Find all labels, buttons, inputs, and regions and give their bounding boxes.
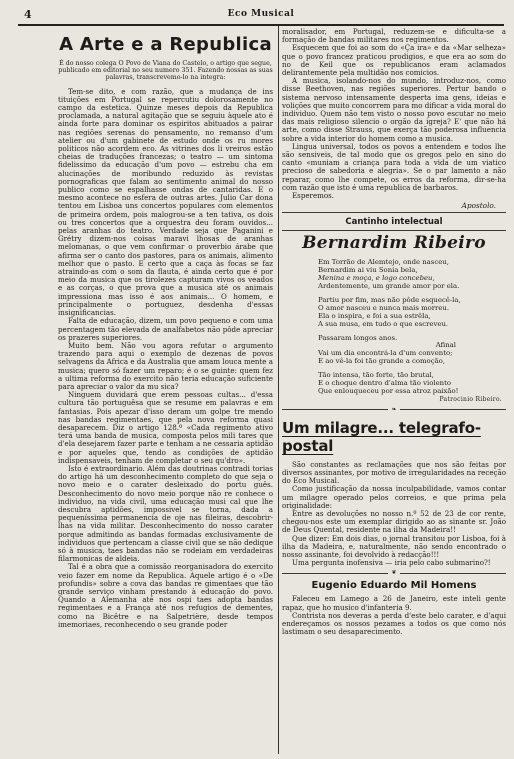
article-paragraph: Isto é extraordinario. Além das doutrinas contradi torias do artigo há um desconhecimento completo do que seja o novo meio e o carater desleixado do portu guês. Desconhecimento do novo meio porque não re conhece o individuo, na vida civil, uma educação musi cal que lhe descubra aptidões, impossivel se torna, dada a pequeníssima permanencia de oje nas fileiras, descobrir-lhas na vida militar. Desconhecimento do nosso carater porque admitindo as bandas formadas exclusivamente de individuos que pertencam a classe civil que se não dedique só à musica, taes bandas não se rodeiam em verdadeiras filarmonicas de aldeia. <box>58 463 273 564</box>
poem-line: E o choque dentro d'alma tão violento <box>318 379 451 388</box>
journal-title: Eco Musical <box>227 9 295 19</box>
poem-line: Bernardim ai viu Sonia bela, <box>318 266 418 275</box>
milagre-paragraph: Como justificação da nossa inculpabilidade, vamos contar um milagre operado pelos correios, e que prima pela originalidade: <box>282 484 506 510</box>
milagre-paragraph: Entre as devoluções no nosso n.º 52 de 23 de cor rente, chegou-nos este um exemplar dirigido ao as sinante sr. João de Deus Quental, residente na ilha da Madeira!! <box>282 508 506 535</box>
poem-title: Bernardim Ribeiro <box>302 233 486 254</box>
milagre-paragraph: Que dizer: Em dois dias, o jornal transitou por Lisboa, foi à ilha da Madeira, e, naturalmente, não sendo encontrado o nosso assinante, foi devolvido à redacção!!! <box>282 533 506 559</box>
page-header <box>18 4 504 26</box>
poem-signature: Patrocinio Ribeiro. <box>439 395 502 403</box>
poem-line: Vai um dia encontrá-la d'um convento; <box>318 349 453 358</box>
article-paragraph: A musica, isolando-nos do mundo, introduz-nos, como disse Beethoven, nas regiões superiores. Pertur bando o sistema nervoso intensamente desperta ima gens, ideias e volições que muito concorrem para mo dificar a vida moral do individuo. Quem não tem visto o nosso povo escutar no meio das mais religioso silencio o orgão da igreja? E' que não há arte, como disse Strauss, que exerça tão poderosa influencia sobre a vida interior do homem como a musica. <box>282 76 506 143</box>
page-number: 4 <box>24 8 32 21</box>
section-title: Cantinho intelectual <box>345 217 443 228</box>
section-divider <box>282 230 506 231</box>
article-paragraph: Lingua universal, todos os povos a entendem e todos lhe são sensiveis, de tal modo que os gregos pelo en sino do canto «muniam a criança para toda a vida de um viatico precioso de sabedoria e alegria». Se o par lamento a não reparar, como lhe compete, os erros da reforma, dir-se-ha com razão que isto é uma republica de barbaros. <box>282 141 506 192</box>
poem-line: Passaram longos anos. <box>318 333 398 342</box>
article-paragraph: Esquecem que foi ao som do «Ça ira» e da «Mar selheza» que o povo francez praticou prodigios, e que era ao som do no de Keil que os republicanos eram aclamados delirantemente pela multidão nos comicios. <box>282 43 506 78</box>
ornament-icon: ❧ <box>391 405 397 413</box>
obituary-title: Eugenio Eduardo Mil Homens <box>311 580 477 592</box>
milagre-title: Um milagre... telegrafo-postal <box>282 418 481 455</box>
poem-line: Ardentemente, um grande amor por ela. <box>318 281 460 290</box>
poem-line: E ao vê-la foi tão grande a comoção, <box>318 357 446 366</box>
obituary-paragraph: Contrista nos deveras a perda d'este belo carater, e d'aqui endereçamos os nossos pezames a todos os que como nós lastimam o seu desaparecimento. <box>282 610 506 637</box>
left-column <box>58 28 273 756</box>
poem-line: Menina e moça, e logo concebeu, <box>318 274 435 283</box>
poem-line: O amor nasceu e nunca mais morreu. <box>318 303 450 312</box>
article-continuation: moralisador, em Portugal, reduzem-se e dificulta-se a formação de bandas militares nos regimentos. <box>282 28 506 45</box>
poem-line: Que enlouqueceu por essa atroz paixão! <box>318 386 459 395</box>
section-divider <box>282 212 506 213</box>
article-paragraph: Ninguem duvidará que erem pessoas cultas... d'essa cultura tão portuguêsa que se resume em palavras e em fantasias. Pois apezar d'isso deram um golpe tre mendo nas bandas regimentaes, que pela nova reforma quasi desaparecem. Diz o artigo 128.º «Cada regimento ativo terá uma banda de musica, composta pelos mili tares que d'ela desejarem fazer parte e tenham a ne cessaria aptidão e por aqueles que, tendo as condições de aptidão indispensaveis, tenham de completar o seu qu'dro». <box>58 390 273 465</box>
poem-line: Ela o inspira, e foi a sua estrêla, <box>318 311 431 320</box>
milagre-paragraph: Uma pergunta inofensiva — iria pelo cabo submarino?! <box>292 558 491 568</box>
poem-line: Tão intensa, tão forte, tão brutal, <box>318 371 434 380</box>
right-column <box>282 28 506 756</box>
poem <box>318 259 506 404</box>
obituary-paragraph: Faleceu em Lamego a 26 de Janeiro, este inteli gente rapaz, que ho musico d'infanteria 9. <box>282 594 506 612</box>
milagre-paragraph: São constantes as reclamações que nos são feitas por diversos assinantes, por motivo de irregularidades na receção do Eco Musical. <box>282 459 506 486</box>
poem-line: Afinal <box>435 341 456 350</box>
poem-line: A sua musa, em tudo o que escreveu. <box>318 319 449 328</box>
ornament-icon: ❦ <box>391 569 397 577</box>
article-paragraph: Esperemos. <box>292 191 335 201</box>
article-author: Apostolo. <box>461 201 496 211</box>
article-paragraph: Tal é a obra que a comissão reorganisadora do exercito veio fazer em nome da Republica. Aquele artigo é o «De profundis» sobre a cova das bandas re gimentaes que tão grande serviço vinham prestando à educação do povo. Quando a Alemanha até nos ospi taes adopta bandas regimentaes e a França até nos refugios de dementes, como na Bicêtre e na Salpetrière, desde tempos imemoriaes, reconhecendo o seu grande poder <box>58 562 273 629</box>
column-divider <box>278 26 279 754</box>
article-paragraph: Falta de educação, dizem, um povo pequeno e com uma percentagem tão elevada de analfabetos não pôde apreciar os prazeres superiores. <box>58 316 273 342</box>
poem-line: Em Torrão de Alemtejo, onde nasceu, <box>318 258 449 267</box>
article-paragraph: Muito bem. Não vou agora refutar o argumento trazendo para aqui o exemplo de dezenas de povos selvagens da Africa e da Australia que amam louca mente a musica; quero só fazer um reparo; é o se guinte: quem fez a ultima reforma do exercito não teria educação suficiente para apreciar o valor da mu sica? <box>58 340 273 391</box>
ornament-divider <box>282 570 506 576</box>
article-title: A Arte e a Republica <box>59 34 272 55</box>
ornament-divider <box>282 407 506 413</box>
poem-line: Partiu por fim, mas não pôde esquecê-la, <box>318 295 461 304</box>
article-intro: É do nosso colega O Povo de Viana do Castelo, o artigo que segue, publicado em editorial no seu numero 351. Fazendo nossas as suas palavras, transcrevemo-lo na integra: <box>58 60 273 82</box>
article-paragraph: Tem-se dito, e com razão, que a mudança de ins tituições em Portugal se repercutiu dolorosamente no campo da estetica. Quinze meses depois da Republica proclamada, a natural agitação que se seguiu àquele ato é ainda forte para dominar os espiritos abituados a pairar nas regiões serenas do pensamento, no remanso d'um atelier ou d'um gabinete de estudo onde os ru mores politicos não acordem eco. As vitrines dos li vreiros estão cheias de traduções francezas; o teatro — um sintoma fidelissimo da educação d'um povo — estrebu cha em alucinações de moribundo reduzido às revistas pornograficas que falam ao sentimento animal do nosso publico como se espalhasse ondas de cantaridas. E o mesmo acontece no esfera de outras artes. Julio Car dona tentou em Lisboa uns concertos populares com elementos de primeira ordem, pois malogrou-se a ten tativa, os dois ou tres concertos que a orquestra deu foram ouvidos... pelas aranhas do teatro. Verdade seja que Paganini e Grétry dizem-nos coisas maravi lhosas de aranhas melomanas, o que vem confirmar o proverbio árabe que afirma ser o canto dos pastores, para os animais, alimento melhor que o pasto. E certo que a caça às focas se faz atraindo-as com o som da flauta, é ainda certo que é por meio da musica que os tirolezes capturam vivos os veados e as corças, o que prova que a musica até os animais impressiona mas isso é aos animais... O homem, e principalmente o portuguez, desdenha d'essas insignificancias. <box>58 86 273 318</box>
